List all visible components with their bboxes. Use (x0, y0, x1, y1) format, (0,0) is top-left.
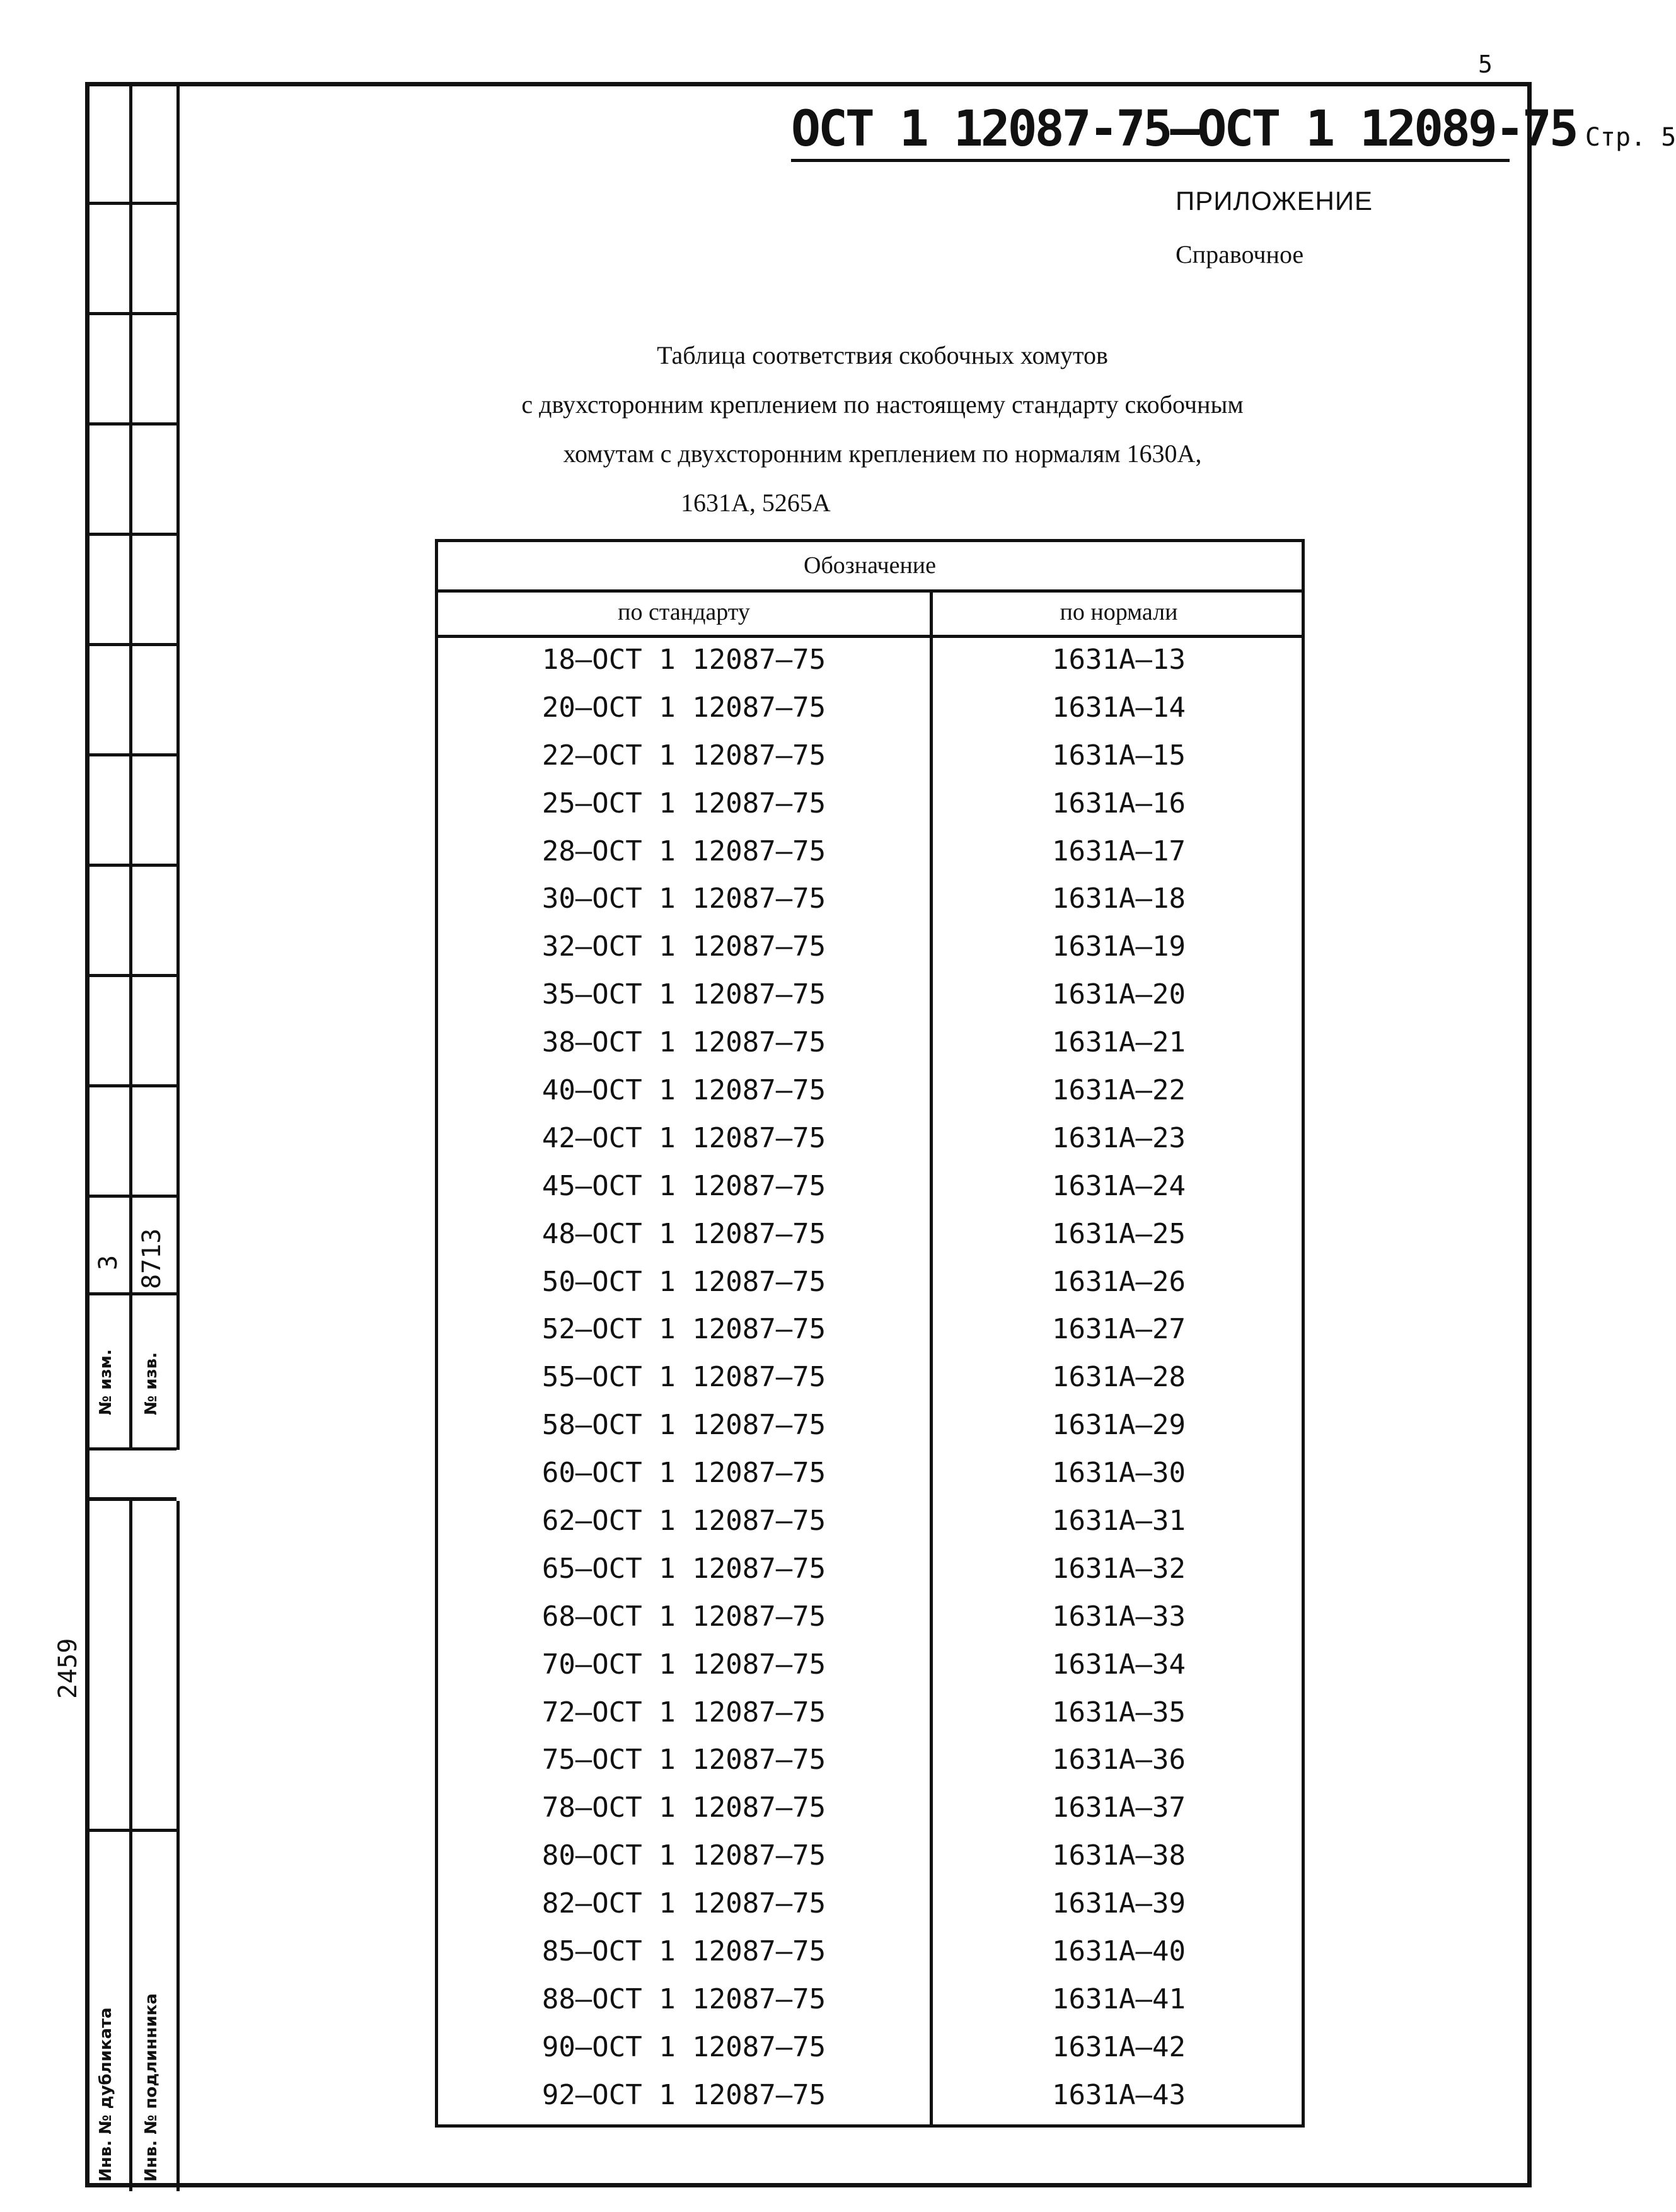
cell-norm: 1631А–13 (1052, 644, 1186, 676)
table-row (438, 686, 1302, 734)
table-row (438, 1260, 1302, 1308)
appendix-heading: ПРИЛОЖЕНИЕ (1176, 186, 1373, 216)
cell-norm: 1631А–19 (1052, 930, 1186, 963)
cell-norm: 1631А–23 (1052, 1121, 1186, 1154)
change-number-value: 3 (94, 1254, 123, 1270)
original-inventory-value: 2459 (54, 1638, 83, 1699)
title-line: 1631А, 5265А (681, 489, 831, 517)
table-row (438, 1691, 1302, 1739)
column-headers (438, 589, 1302, 638)
table-row (438, 1403, 1302, 1451)
cell-norm: 1631А–32 (1052, 1552, 1186, 1585)
cell-standard: 80–ОСТ 1 12087–75 (541, 1839, 826, 1872)
document-code (791, 101, 1676, 162)
cell-norm: 1631А–22 (1052, 1074, 1186, 1107)
cell-norm: 1631А–14 (1052, 691, 1186, 724)
table-row (438, 925, 1302, 973)
table-row (438, 734, 1302, 782)
cell-norm: 1631А–39 (1052, 1887, 1186, 1920)
cell-standard: 52–ОСТ 1 12087–75 (541, 1313, 826, 1346)
binding-strip-lower (54, 1497, 176, 2191)
cell-standard: 65–ОСТ 1 12087–75 (541, 1552, 826, 1585)
cell-norm: 1631А–17 (1052, 835, 1186, 867)
original-inventory-label: Инв. № подлинника (142, 1993, 161, 2182)
table-row (438, 1738, 1302, 1786)
cell-standard: 30–ОСТ 1 12087–75 (541, 883, 826, 915)
column-header-norm: по нормали (1060, 599, 1178, 625)
table-row (438, 830, 1302, 877)
cell-standard: 42–ОСТ 1 12087–75 (541, 1121, 826, 1154)
table-row (438, 1834, 1302, 1882)
cell-standard: 38–ОСТ 1 12087–75 (541, 1026, 826, 1059)
table-row (438, 1068, 1302, 1116)
table-row (438, 1307, 1302, 1355)
table-row (438, 877, 1302, 925)
table-row (438, 1212, 1302, 1260)
cell-standard: 68–ОСТ 1 12087–75 (541, 1600, 826, 1633)
table-row (438, 1355, 1302, 1403)
cell-standard: 72–ОСТ 1 12087–75 (541, 1696, 826, 1728)
title-line: Таблица соответствия скобочных хомутов (657, 341, 1108, 369)
column-header-standard: по стандарту (618, 599, 750, 625)
cell-norm: 1631А–28 (1052, 1361, 1186, 1394)
page-label: Стр. 5 (1585, 123, 1676, 152)
table-row (438, 1021, 1302, 1068)
cell-norm: 1631А–27 (1052, 1313, 1186, 1346)
notice-number-value: 8713 (137, 1228, 166, 1289)
title-line: хомутам с двухсторонним креплением по нормалям 1630А, (563, 439, 1202, 468)
cell-norm: 1631А–25 (1052, 1217, 1186, 1250)
cell-norm: 1631А–33 (1052, 1600, 1186, 1633)
cell-standard: 32–ОСТ 1 12087–75 (541, 930, 826, 963)
cell-standard: 78–ОСТ 1 12087–75 (541, 1792, 826, 1824)
cell-norm: 1631А–42 (1052, 2030, 1186, 2063)
table-row (438, 782, 1302, 830)
cell-standard: 20–ОСТ 1 12087–75 (541, 691, 826, 724)
cell-standard: 40–ОСТ 1 12087–75 (541, 1074, 826, 1107)
cell-standard: 82–ОСТ 1 12087–75 (541, 1887, 826, 1920)
notice-number-label: № изв. (142, 1352, 161, 1415)
table-row (438, 1882, 1302, 1930)
group-header: Обозначение (438, 542, 1302, 593)
table-title (403, 331, 1361, 528)
cell-standard: 35–ОСТ 1 12087–75 (541, 978, 826, 1011)
cell-standard: 90–ОСТ 1 12087–75 (541, 2030, 826, 2063)
cell-norm: 1631А–30 (1052, 1457, 1186, 1490)
table-row (438, 1786, 1302, 1834)
cell-norm: 1631А–37 (1052, 1792, 1186, 1824)
title-line: с двухсторонним креплением по настоящему стандарту скобочным (521, 390, 1244, 419)
table-row (438, 1977, 1302, 2025)
cell-norm: 1631А–29 (1052, 1409, 1186, 1442)
cell-norm: 1631А–38 (1052, 1839, 1186, 1872)
cell-standard: 60–ОСТ 1 12087–75 (541, 1457, 826, 1490)
correspondence-table (435, 539, 1305, 2128)
cell-norm: 1631А–36 (1052, 1744, 1186, 1776)
table-row (438, 1164, 1302, 1212)
table-row (438, 1547, 1302, 1595)
cell-norm: 1631А–26 (1052, 1265, 1186, 1298)
reference-label: Справочное (1176, 240, 1304, 269)
table-row (438, 638, 1302, 686)
cell-standard: 70–ОСТ 1 12087–75 (541, 1648, 826, 1681)
cell-norm: 1631А–18 (1052, 883, 1186, 915)
page-number: 5 (1478, 50, 1493, 78)
binding-strip-upper (85, 82, 176, 1450)
table-row (438, 1930, 1302, 1977)
cell-norm: 1631А–21 (1052, 1026, 1186, 1059)
table-row (438, 973, 1302, 1021)
cell-standard: 48–ОСТ 1 12087–75 (541, 1217, 826, 1250)
table-row (438, 1595, 1302, 1643)
cell-norm: 1631А–31 (1052, 1505, 1186, 1537)
cell-standard: 85–ОСТ 1 12087–75 (541, 1935, 826, 1968)
cell-standard: 92–ОСТ 1 12087–75 (541, 2078, 826, 2111)
table-row (438, 2025, 1302, 2073)
cell-standard: 22–ОСТ 1 12087–75 (541, 739, 826, 772)
table-row (438, 1643, 1302, 1691)
cell-norm: 1631А–20 (1052, 978, 1186, 1011)
document-code-text: ОСТ 1 12087-75–ОСТ 1 12089-75 (791, 101, 1576, 158)
table-row (438, 1451, 1302, 1499)
cell-norm: 1631А–41 (1052, 1983, 1186, 2015)
cell-norm: 1631А–40 (1052, 1935, 1186, 1968)
cell-standard: 28–ОСТ 1 12087–75 (541, 835, 826, 867)
cell-norm: 1631А–15 (1052, 739, 1186, 772)
table-row (438, 1499, 1302, 1547)
cell-norm: 1631А–24 (1052, 1169, 1186, 1202)
cell-norm: 1631А–16 (1052, 787, 1186, 819)
duplicate-inventory-label: Инв. № дубликата (96, 2007, 115, 2182)
cell-norm: 1631А–43 (1052, 2078, 1186, 2111)
cell-standard: 88–ОСТ 1 12087–75 (541, 1983, 826, 2015)
cell-standard: 75–ОСТ 1 12087–75 (541, 1744, 826, 1776)
cell-standard: 25–ОСТ 1 12087–75 (541, 787, 826, 819)
cell-standard: 50–ОСТ 1 12087–75 (541, 1265, 826, 1298)
cell-standard: 55–ОСТ 1 12087–75 (541, 1361, 826, 1394)
table-row (438, 1116, 1302, 1164)
cell-standard: 62–ОСТ 1 12087–75 (541, 1505, 826, 1537)
cell-norm: 1631А–35 (1052, 1696, 1186, 1728)
cell-standard: 18–ОСТ 1 12087–75 (541, 644, 826, 676)
table-body (438, 638, 1302, 2121)
cell-standard: 45–ОСТ 1 12087–75 (541, 1169, 826, 1202)
change-number-label: № изм. (96, 1349, 115, 1415)
cell-norm: 1631А–34 (1052, 1648, 1186, 1681)
cell-standard: 58–ОСТ 1 12087–75 (541, 1409, 826, 1442)
table-row (438, 2073, 1302, 2121)
